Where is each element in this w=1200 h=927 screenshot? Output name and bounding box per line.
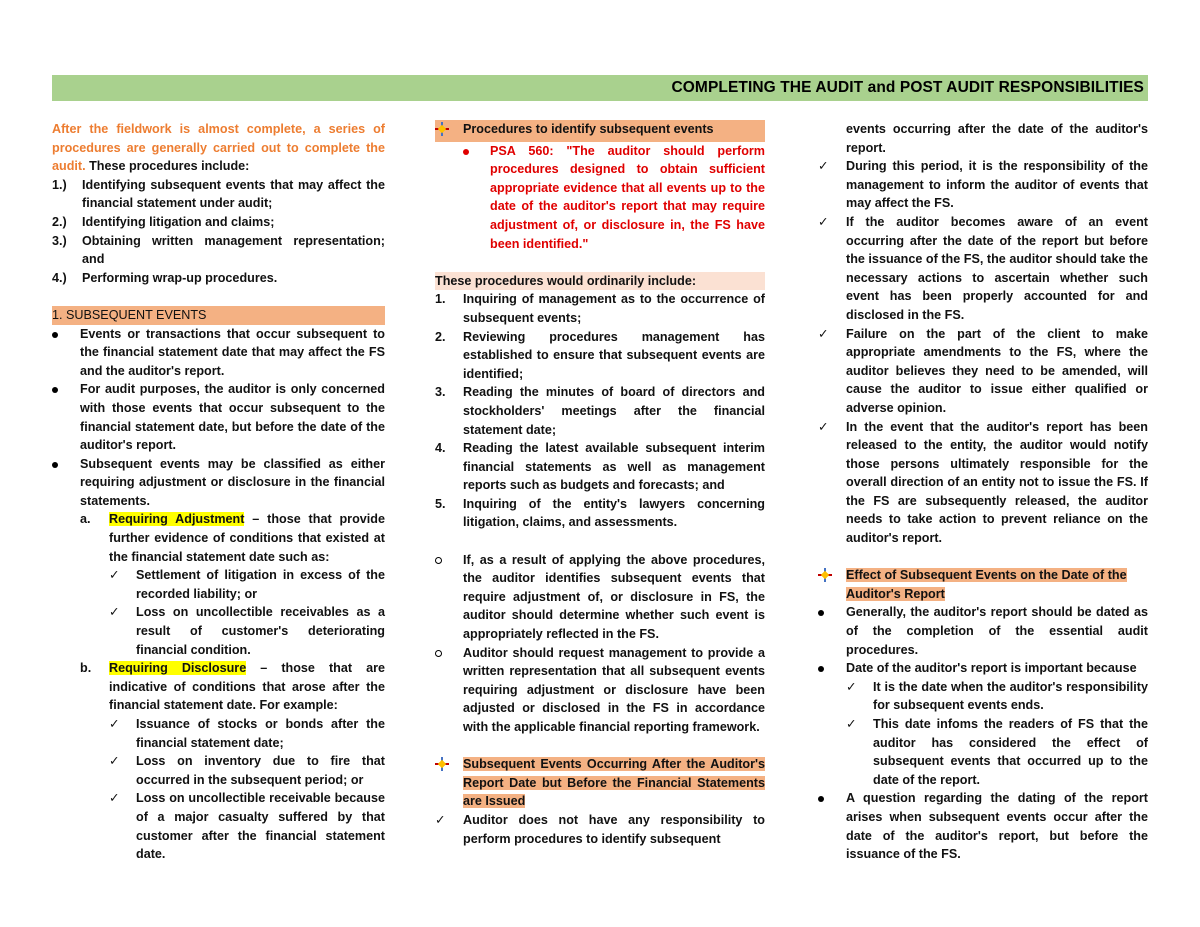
bullet-text: Subsequent events may be classified as either requiring adjustment or disclosure in the financial statements. — [80, 456, 385, 508]
list-item-text: Reviewing procedures management has established to ensure that subsequent events are identified; — [463, 329, 765, 381]
circle-item-text: Auditor should request management to provide a written representation that all subsequent events requiring adjustment or disclosure have been adjusted or disclosed in the FS in accordance with the applicable financial reporting framework. — [463, 645, 765, 734]
list-number: 3.) — [52, 233, 67, 248]
bullet-icon — [818, 796, 824, 802]
list-item-text: Identifying litigation and claims; — [82, 214, 275, 229]
numbered-item — [435, 383, 765, 439]
continued-text — [818, 120, 1148, 157]
list-number: 3. — [435, 385, 446, 400]
check-item-text: Loss on uncollectible receivable because of a major casualty suffered by that customer after the financial statement date. — [136, 791, 385, 862]
check-item-text: It is the date when the auditor's responsibility for subsequent events ends. — [873, 679, 1148, 713]
requiring-disclosure-label: Requiring Disclosure — [109, 661, 247, 676]
numbered-item — [435, 290, 765, 327]
ordinarily-heading-text: These procedures would ordinarily include: — [435, 273, 697, 288]
sub-item-text: – those that are indicative of conditions that arose after the financial statement date. For example: — [109, 661, 385, 713]
check-item — [435, 811, 765, 848]
continued-text-body: events occurring after the date of the auditor's report. — [846, 122, 1148, 155]
list-number: 4. — [435, 441, 446, 456]
list-item-text: Performing wrap-up procedures. — [82, 270, 278, 285]
list-number: 1. — [435, 292, 446, 307]
list-item-text: Obtaining written management representation; and — [82, 233, 385, 267]
psa-item — [435, 142, 765, 254]
bullet-item — [818, 603, 1148, 659]
psa-text: PSA 560: "The auditor should perform procedures designed to obtain sufficient appropriate evidence that all events up to the date of the auditor's report that may require adjustment of, or disclosure in, the FS have been identified." — [490, 143, 765, 251]
bullet-item — [52, 380, 385, 454]
sub-item-text: – those that provide further evidence of conditions that existed at the financial statement date such as: — [109, 512, 385, 564]
section-heading — [52, 306, 385, 325]
intro-highlight-text: After the fieldwork is almost complete, a series of procedures are generally carried out to complete the audit. — [52, 122, 385, 174]
column-middle — [435, 120, 765, 848]
check-item — [52, 566, 385, 603]
checkmark-icon: ✓ — [109, 754, 120, 769]
after-report-heading-text: Subsequent Events Occurring After the Auditor's Report Date but Before the Financial Statements are Issued — [463, 757, 765, 809]
intro-list-item — [52, 269, 385, 288]
check-item-text: Failure on the part of the client to make appropriate amendments to the FS, where the auditor believes they need to be amended, will cause the auditor to issue either qualified or adverse opinion. — [846, 326, 1148, 415]
sub-marker: b. — [80, 661, 92, 676]
check-item — [52, 752, 385, 789]
effect-heading-text: Effect of Subsequent Events on the Date of the Auditor's Report — [846, 568, 1127, 601]
sub-item-b — [52, 659, 385, 715]
circle-item-text: If, as a result of applying the above procedures, the auditor identifies subsequent events that require adjustment of, or disclosure in FS, the auditor should determine whether such event is appropriately reflected in the FS. — [463, 552, 765, 642]
checkmark-icon: ✓ — [818, 419, 829, 434]
checkmark-icon: ✓ — [818, 214, 829, 229]
bullet-icon — [818, 610, 824, 616]
section-heading-text: 1. SUBSEQUENT EVENTS — [52, 307, 207, 322]
checkmark-icon: ✓ — [109, 568, 120, 583]
list-number: 4.) — [52, 270, 67, 285]
column-left — [52, 120, 385, 864]
intro-list-item — [52, 213, 385, 232]
check-item — [818, 213, 1148, 325]
bullet-item — [52, 325, 385, 381]
intro-list-item — [52, 176, 385, 213]
bullet-text: A question regarding the dating of the report arises when subsequent events occur after the date of the auditor's report, but before the issuance of the FS. — [846, 791, 1148, 862]
bullet-text: Generally, the auditor's report should be dated as of the completion of the essential audit procedures. — [846, 605, 1148, 657]
circle-item — [435, 644, 765, 737]
checkmark-icon: ✓ — [818, 326, 829, 341]
list-item-text: Inquiring of the entity's lawyers concerning litigation, claims, and assessments. — [463, 496, 765, 530]
check-item — [52, 715, 385, 752]
numbered-item — [435, 495, 765, 532]
column-right — [818, 120, 1148, 864]
check-item — [52, 789, 385, 863]
circle-item — [435, 551, 765, 644]
sub-marker: a. — [80, 512, 91, 527]
bullet-icon — [52, 332, 58, 338]
list-item-text: Identifying subsequent events that may affect the financial statement under audit; — [82, 177, 385, 211]
procedures-heading-text: Procedures to identify subsequent events — [463, 122, 714, 136]
list-item-text: Reading the minutes of board of directors and stockholders' meetings after the financial statement date; — [463, 385, 765, 437]
checkmark-icon: ✓ — [109, 717, 120, 731]
check-item — [818, 325, 1148, 418]
bullet-text: For audit purposes, the auditor is only concerned with those events that occur subsequent to the financial statement date, but before the date of the auditor's report. — [80, 382, 385, 453]
checkmark-icon: ✓ — [109, 791, 120, 806]
bullet-icon — [52, 387, 58, 393]
check-item-text: Loss on uncollectible receivables as a result of customer's deteriorating financial condition. — [136, 605, 385, 657]
bullet-item — [818, 659, 1148, 678]
arrow-bullet-icon — [435, 122, 449, 136]
check-item-text: Auditor does not have any responsibility to perform procedures to identify subsequent — [463, 812, 765, 846]
check-item — [818, 157, 1148, 213]
bullet-icon — [463, 149, 469, 155]
procedures-heading — [435, 120, 765, 142]
circle-bullet-icon — [435, 650, 442, 657]
check-item-text: This date infoms the readers of FS that the auditor has considered the effect of subsequent events that occurred up to the date of the report. — [873, 717, 1148, 787]
intro-text: These procedures include: — [85, 159, 250, 174]
numbered-item — [435, 439, 765, 495]
numbered-item — [435, 328, 765, 384]
check-item-text: In the event that the auditor's report has been released to the entity, the auditor would notify those persons ultimately responsible for the overall direction of an entity not to issue the FS. If the FS are subsequently released, the auditor needs to take action to prevent reliance on the auditor's report. — [846, 419, 1148, 546]
ordinarily-heading — [435, 272, 765, 291]
list-item-text: Inquiring of management as to the occurrence of subsequent events; — [463, 292, 765, 325]
list-number: 5. — [435, 496, 446, 511]
check-item — [818, 715, 1148, 789]
checkmark-icon: ✓ — [435, 812, 446, 827]
arrow-bullet-icon — [435, 757, 449, 771]
circle-bullet-icon — [435, 557, 442, 564]
sub-item-a — [52, 510, 385, 566]
list-number: 1.) — [52, 177, 67, 192]
list-number: 2. — [435, 329, 446, 344]
bullet-icon — [818, 666, 824, 672]
check-item — [52, 603, 385, 659]
checkmark-icon: ✓ — [818, 159, 829, 174]
list-number: 2.) — [52, 214, 67, 229]
intro-list-item — [52, 232, 385, 269]
intro-paragraph — [52, 120, 385, 176]
checkmark-icon: ✓ — [846, 717, 857, 731]
check-item-text: Settlement of litigation in excess of the recorded liability; or — [136, 568, 385, 601]
bullet-text: Events or transactions that occur subsequent to the financial statement date that may affect the FS and the auditor's report. — [80, 326, 385, 378]
check-item-text: Loss on inventory due to fire that occurred in the subsequent period; or — [136, 754, 385, 787]
check-item-text: If the auditor becomes aware of an event occurring after the date of the report but before the issuance of the FS, the auditor should take the necessary actions to ascertain whether such event has been properly accounted for and disclosed in the FS. — [846, 214, 1148, 322]
requiring-adjustment-label: Requiring Adjustment — [109, 512, 245, 527]
effect-heading — [818, 566, 1148, 603]
check-item-text: Issuance of stocks or bonds after the financial statement date; — [136, 717, 385, 750]
page-header — [52, 75, 1148, 101]
bullet-item — [818, 789, 1148, 863]
checkmark-icon: ✓ — [846, 679, 857, 694]
after-report-heading — [435, 755, 765, 811]
check-item — [818, 418, 1148, 548]
check-item-text: During this period, it is the responsibility of the management to inform the auditor of events that may affect the FS. — [846, 159, 1148, 211]
bullet-item — [52, 455, 385, 511]
check-item — [818, 678, 1148, 715]
page-title: COMPLETING THE AUDIT and POST AUDIT RESPONSIBILITIES — [671, 79, 1144, 96]
checkmark-icon: ✓ — [109, 605, 120, 620]
arrow-bullet-icon — [818, 568, 832, 582]
bullet-icon — [52, 462, 58, 468]
bullet-text: Date of the auditor's report is important because — [846, 661, 1137, 676]
list-item-text: Reading the latest available subsequent interim financial statements as well as management reports such as budgets and forecasts; and — [463, 441, 765, 493]
